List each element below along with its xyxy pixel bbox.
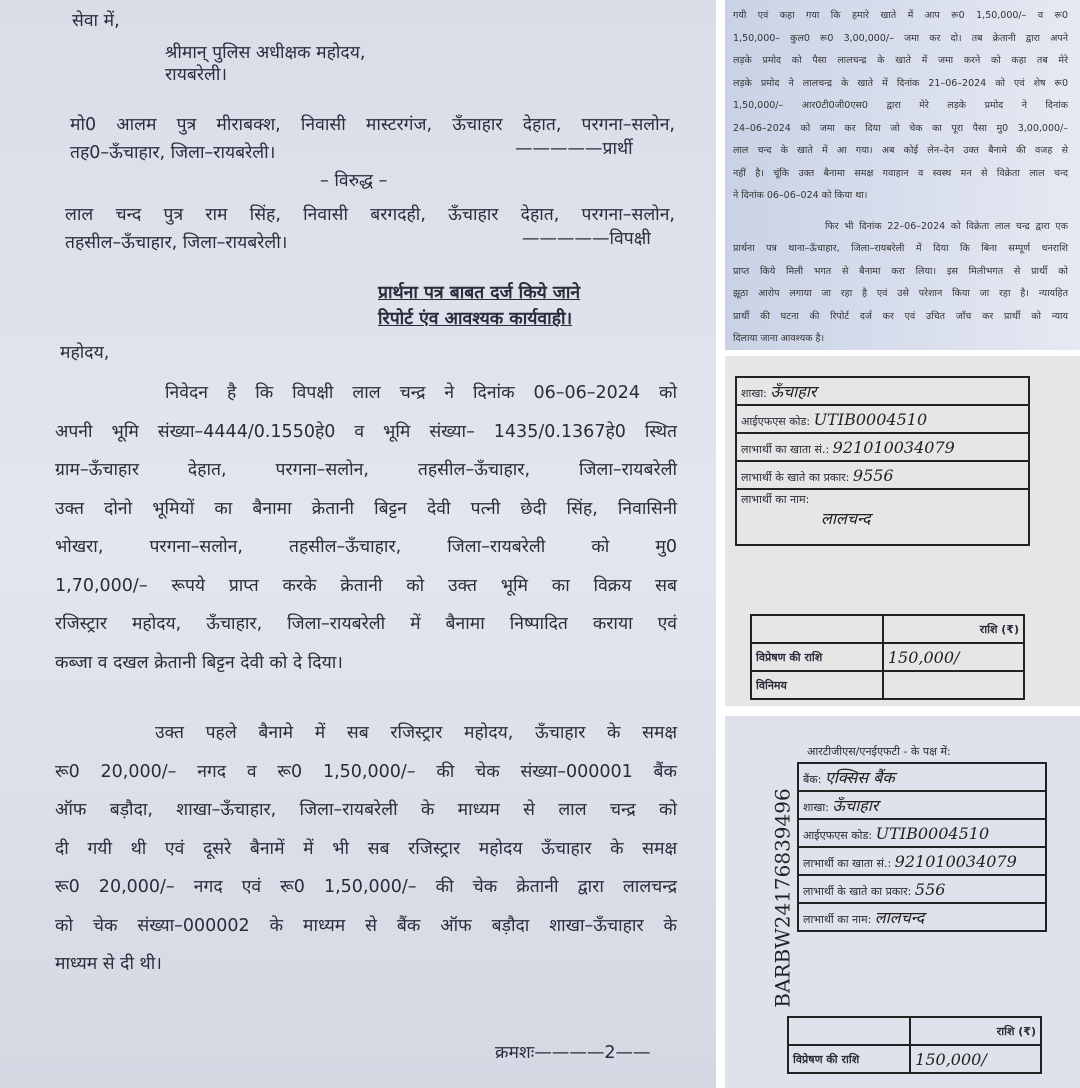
account-label: लाभार्थी का खाता सं.:	[741, 442, 830, 456]
rtgs-slip-1	[725, 356, 1080, 706]
text-line: अपनी भूमि संख्या–4444/0.1550हे0 व भूमि संख्या– 1435/0.1367हे0 स्थित	[55, 421, 677, 442]
amount-header: राशि (₹)	[910, 1017, 1041, 1045]
rtgs-slip-2	[725, 716, 1080, 1088]
name-value: लालचन्द	[821, 509, 871, 528]
branch-value: ऊँचाहार	[832, 796, 879, 815]
text-line: निवेदन है कि विपक्षी लाल चन्द्र ने दिनांक 06–06–2024 को	[165, 383, 677, 403]
ifsc-value: UTIB0004510	[875, 823, 990, 843]
name-value: लालचन्द	[874, 908, 925, 927]
amount-header: राशि (₹)	[883, 615, 1024, 643]
text-line: ऑफ बड़ौदा, शाखा–ऊँचाहार, जिला–रायबरेली के माध्यम से लाल चन्द्र को	[55, 800, 677, 820]
text-line: प्रार्थी की घटना की रिपोर्ट दर्ज कर एवं उचित जाँच कर प्रार्थी को न्याय	[733, 310, 1068, 322]
applicant: मो0 आलम पुत्र मीराबक्श, निवासी मास्टरगंज, ऊँचाहार देहात, परगना–सलोन,	[70, 115, 675, 135]
remit-value: 150,000/	[910, 1045, 1041, 1073]
text-line: 1,50,000/– आर0टी0जी0एस0 द्वारा मेरे लड़के प्रमोद ने दिनांक	[733, 100, 1068, 111]
salutation: महोदय,	[60, 343, 110, 363]
slip-header: आरटीजीएस/एनईएफटी - के पक्ष में:	[807, 745, 951, 758]
ifsc-label: आईएफएस कोड:	[803, 828, 873, 842]
opponent-role: —————विपक्षी	[522, 229, 651, 249]
bank-value: एक्सिस बैंक	[824, 768, 895, 787]
text-line: ग्राम–ऊँचाहार देहात, परगना–सलोन, तहसील–ऊँचाहार, जिला–रायबरेली	[55, 460, 677, 480]
versus: – विरुद्ध –	[320, 171, 388, 191]
subject-line2: रिपोर्ट एंव आवश्यक कार्यवाही।	[378, 309, 573, 329]
ifsc-value: UTIB0004510	[813, 409, 928, 429]
text-line: रू0 20,000/– नगद व रू0 1,50,000/– की चेक संख्या–000001 बैंक	[55, 761, 677, 782]
bank-label: बैंक:	[803, 773, 822, 786]
text-line: प्राप्त किये मिली भगत से बैनामा करा लिया। इस मिलीभगत से प्रार्थी को	[733, 265, 1068, 277]
to: सेवा में,	[72, 11, 120, 31]
continued: क्रमशः————2——	[495, 1043, 651, 1063]
text-line: रजिस्ट्रार महोदय, ऊँचाहार, जिला–रायबरेली में बैनामा निष्पादित कराया एवं	[55, 614, 677, 634]
applicant-line2: तह0–ऊँचाहार, जिला–रायबरेली।	[70, 143, 276, 163]
letter-page-2	[725, 0, 1080, 350]
type-label: लाभार्थी के खाते का प्रकार:	[803, 884, 912, 898]
account-label: लाभार्थी का खाता सं.:	[803, 856, 892, 870]
text-line: गयी एवं कहा गया कि हमारे खाते में आप रू0 1,50,000/– व रू0	[733, 10, 1068, 21]
text-line: को चेक संख्या–000002 के माध्यम से बैंक ऑफ बड़ौदा शाखा–ऊँचाहार के	[55, 915, 677, 936]
text-line: भोखरा, परगना–सलोन, तहसील–ऊँचाहार, जिला–रायबरेली को मु0	[55, 537, 677, 557]
addressee-city: रायबरेली।	[165, 65, 228, 85]
text-line: कब्जा व दखल क्रेतानी बिट्टन देवी को दे दिया।	[55, 652, 343, 673]
text-line: 1,70,000/– रूपये प्राप्त करके क्रेतानी को उक्त भूमि का विक्रय सब	[55, 575, 677, 596]
remit-label: विप्रेषण की राशि	[751, 643, 883, 671]
text-line: 24–06–2024 को जमा कर दिया जो चेक का पूरा पैसा मु0 3,00,000/–	[733, 122, 1068, 134]
text-line: ने दिनांक 06–06–024 को किया था।	[733, 190, 868, 201]
ifsc-label: आईएफएस कोड:	[741, 414, 811, 428]
name-label: लाभार्थी का नाम:	[803, 913, 872, 926]
text-line: लाल चन्द के खाते में आ गया। अब कोई लेन–देन उक्त बैनामे की वजह से	[733, 145, 1068, 156]
text-line: झूठा आरोप लगाया जा रहा है एवं उसे परेशान किया जा रहा है। न्यायहित	[733, 288, 1068, 299]
opponent: लाल चन्द पुत्र राम सिंह, निवासी बरगदही, ऊँचाहार देहात, परगना–सलोन,	[65, 205, 675, 225]
remit-value: 150,000/	[883, 643, 1024, 671]
applicant-role: —————प्रार्थी	[515, 139, 633, 159]
exchange-label: विनिमय	[751, 671, 883, 699]
text-line: लड़के प्रमोद को पैसा लालचन्द्र के खाते में जमा करने को कहा तब मेरे	[733, 55, 1068, 66]
text-line: लड़के प्रमोद ने लालचन्द्र के खाते में दिनांक 21–06–2024 को एवं शेष रू0	[733, 77, 1068, 89]
text-line: दिलाया जाना आवश्यक है।	[733, 333, 825, 344]
text-line: फिर भी दिनांक 22–06–2024 को विक्रेता लाल चन्द्र द्वारा एक	[825, 220, 1068, 232]
text-line: उक्त दोनो भूमियों का बैनामा क्रेतानी बिट्टन देवी पत्नी छेदी सिंह, निवासिनी	[55, 498, 677, 519]
branch-value: ऊँचाहार	[770, 382, 817, 401]
branch-label: शाखा:	[741, 387, 767, 400]
opponent-line2: तहसील–ऊँचाहार, जिला–रायबरेली।	[65, 233, 288, 253]
subject: प्रार्थना पत्र बाबत दर्ज किये जाने	[378, 283, 581, 303]
account-value: 921010034079	[832, 437, 955, 457]
remit-label: विप्रेषण की राशि	[788, 1045, 910, 1073]
branch-label: शाखा:	[803, 801, 829, 814]
text-line: माध्यम से दी थी।	[55, 954, 162, 974]
text-line: दी गयी थी एवं दूसरे बैनामें में भी सब रजिस्ट्रार महोदय ऊँचाहार के समक्ष	[55, 838, 677, 859]
account-value: 921010034079	[894, 851, 1017, 871]
addressee: श्रीमान् पुलिस अधीक्षक महोदय,	[165, 43, 366, 63]
text-line: उक्त पहले बैनामे में सब रजिस्ट्रार महोदय, ऊँचाहार के समक्ष	[155, 723, 677, 743]
name-label: लाभार्थी का नाम:	[741, 493, 810, 506]
text-line: प्रार्थना पत्र थाना–ऊँचाहार, जिला–रायबरेली में दिया कि बिना सम्पूर्ण धनराशि	[733, 243, 1068, 254]
text-line: 1,50,000– कुल0 रू0 3,00,000/– जमा कर दो। तब क्रेतानी द्वारा अपने	[733, 32, 1068, 44]
type-value: 9556	[852, 465, 894, 485]
utr-number: BARBW24176839496	[770, 788, 795, 1008]
type-label: लाभार्थी के खाते का प्रकार:	[741, 470, 850, 484]
text-line: रू0 20,000/– नगद एवं रू0 1,50,000/– की चेक क्रेतानी द्वारा लालचन्द्र	[55, 877, 677, 897]
text-line: नहीं है। चूंकि उक्त बैनामा समक्ष गवाहान व स्वस्थ मन से विक्रेता लाल चन्द	[733, 167, 1068, 179]
type-value: 556	[914, 879, 946, 899]
